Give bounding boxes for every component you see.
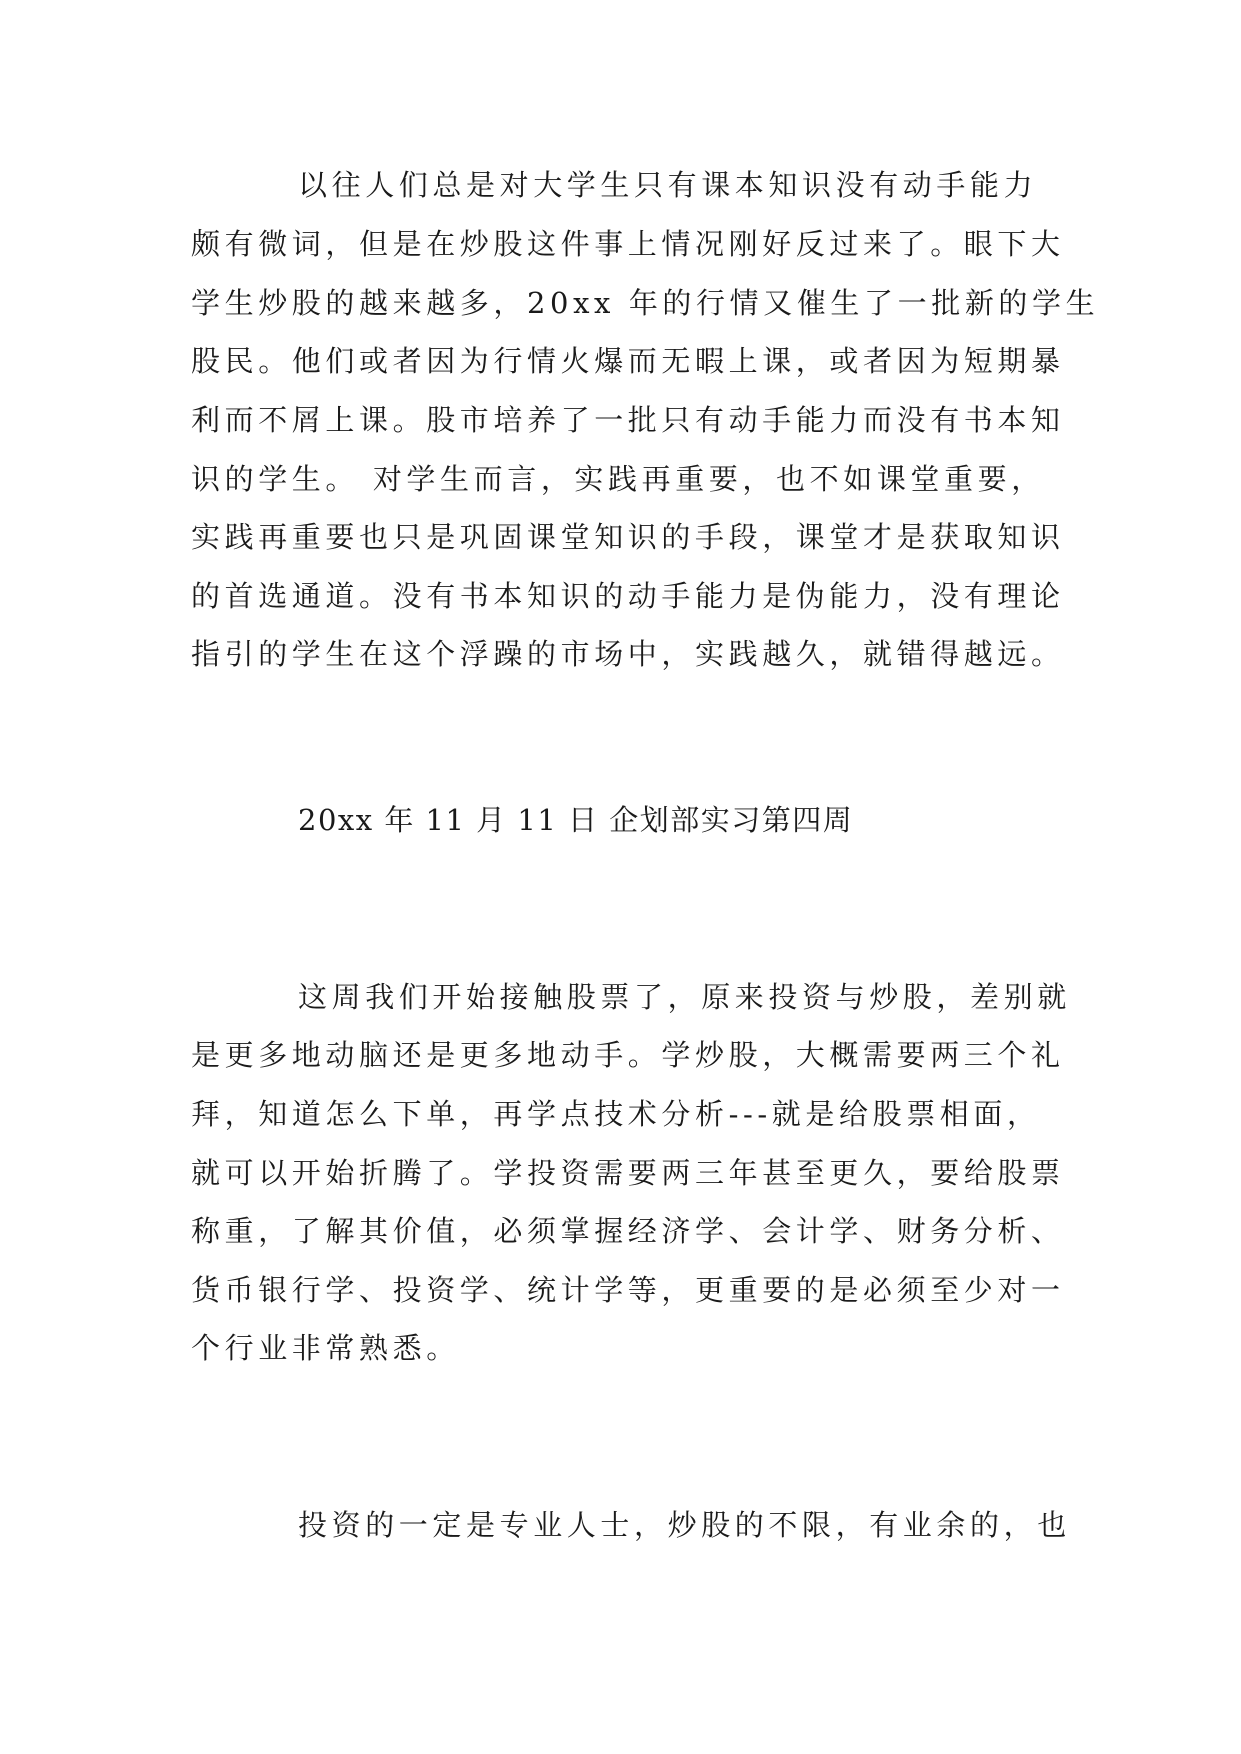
text-line: 股民。他们或者因为行情火爆而无暇上课，或者因为短期暴 [191,344,1065,378]
text-line: 是更多地动脑还是更多地动手。学炒股，大概需要两三个礼 [191,1038,1065,1072]
text-line: 指引的学生在这个浮躁的市场中，实践越久，就错得越远。 [191,637,1065,671]
text-line: 投资的一定是专业人士，炒股的不限，有业余的，也 [298,1508,1071,1542]
text-line: 个行业非常熟悉。 [191,1331,460,1365]
text-line: 利而不屑上课。股市培养了一批只有动手能力而没有书本知 [191,403,1065,437]
text-line: 就可以开始折腾了。学投资需要两三年甚至更久，要给股票 [191,1156,1065,1190]
text-line: 的首选通道。没有书本知识的动手能力是伪能力，没有理论 [191,579,1065,613]
text-line: 拜，知道怎么下单，再学点技术分析---就是给股票相面， [191,1097,1041,1131]
text-line: 以往人们总是对大学生只有课本知识没有动手能力 [298,168,1038,202]
text-line: 称重，了解其价值，必须掌握经济学、会计学、财务分析、 [191,1214,1065,1248]
text-line: 实践再重要也只是巩固课堂知识的手段，课堂才是获取知识 [191,520,1065,554]
text-line: 这周我们开始接触股票了，原来投资与炒股，差别就 [298,980,1071,1014]
text-line: 货币银行学、投资学、统计学等，更重要的是必须至少对一 [191,1273,1065,1307]
text-line: 识的学生。 对学生而言，实践再重要，也不如课堂重要， [191,462,1045,496]
text-line: 颇有微词，但是在炒股这件事上情况刚好反过来了。眼下大 [191,227,1065,261]
text-line: 学生炒股的越来越多，20xx 年的行情又催生了一批新的学生 [191,286,1100,320]
date-heading: 20xx 年 11 月 11 日 企划部实习第四周 [298,803,854,837]
